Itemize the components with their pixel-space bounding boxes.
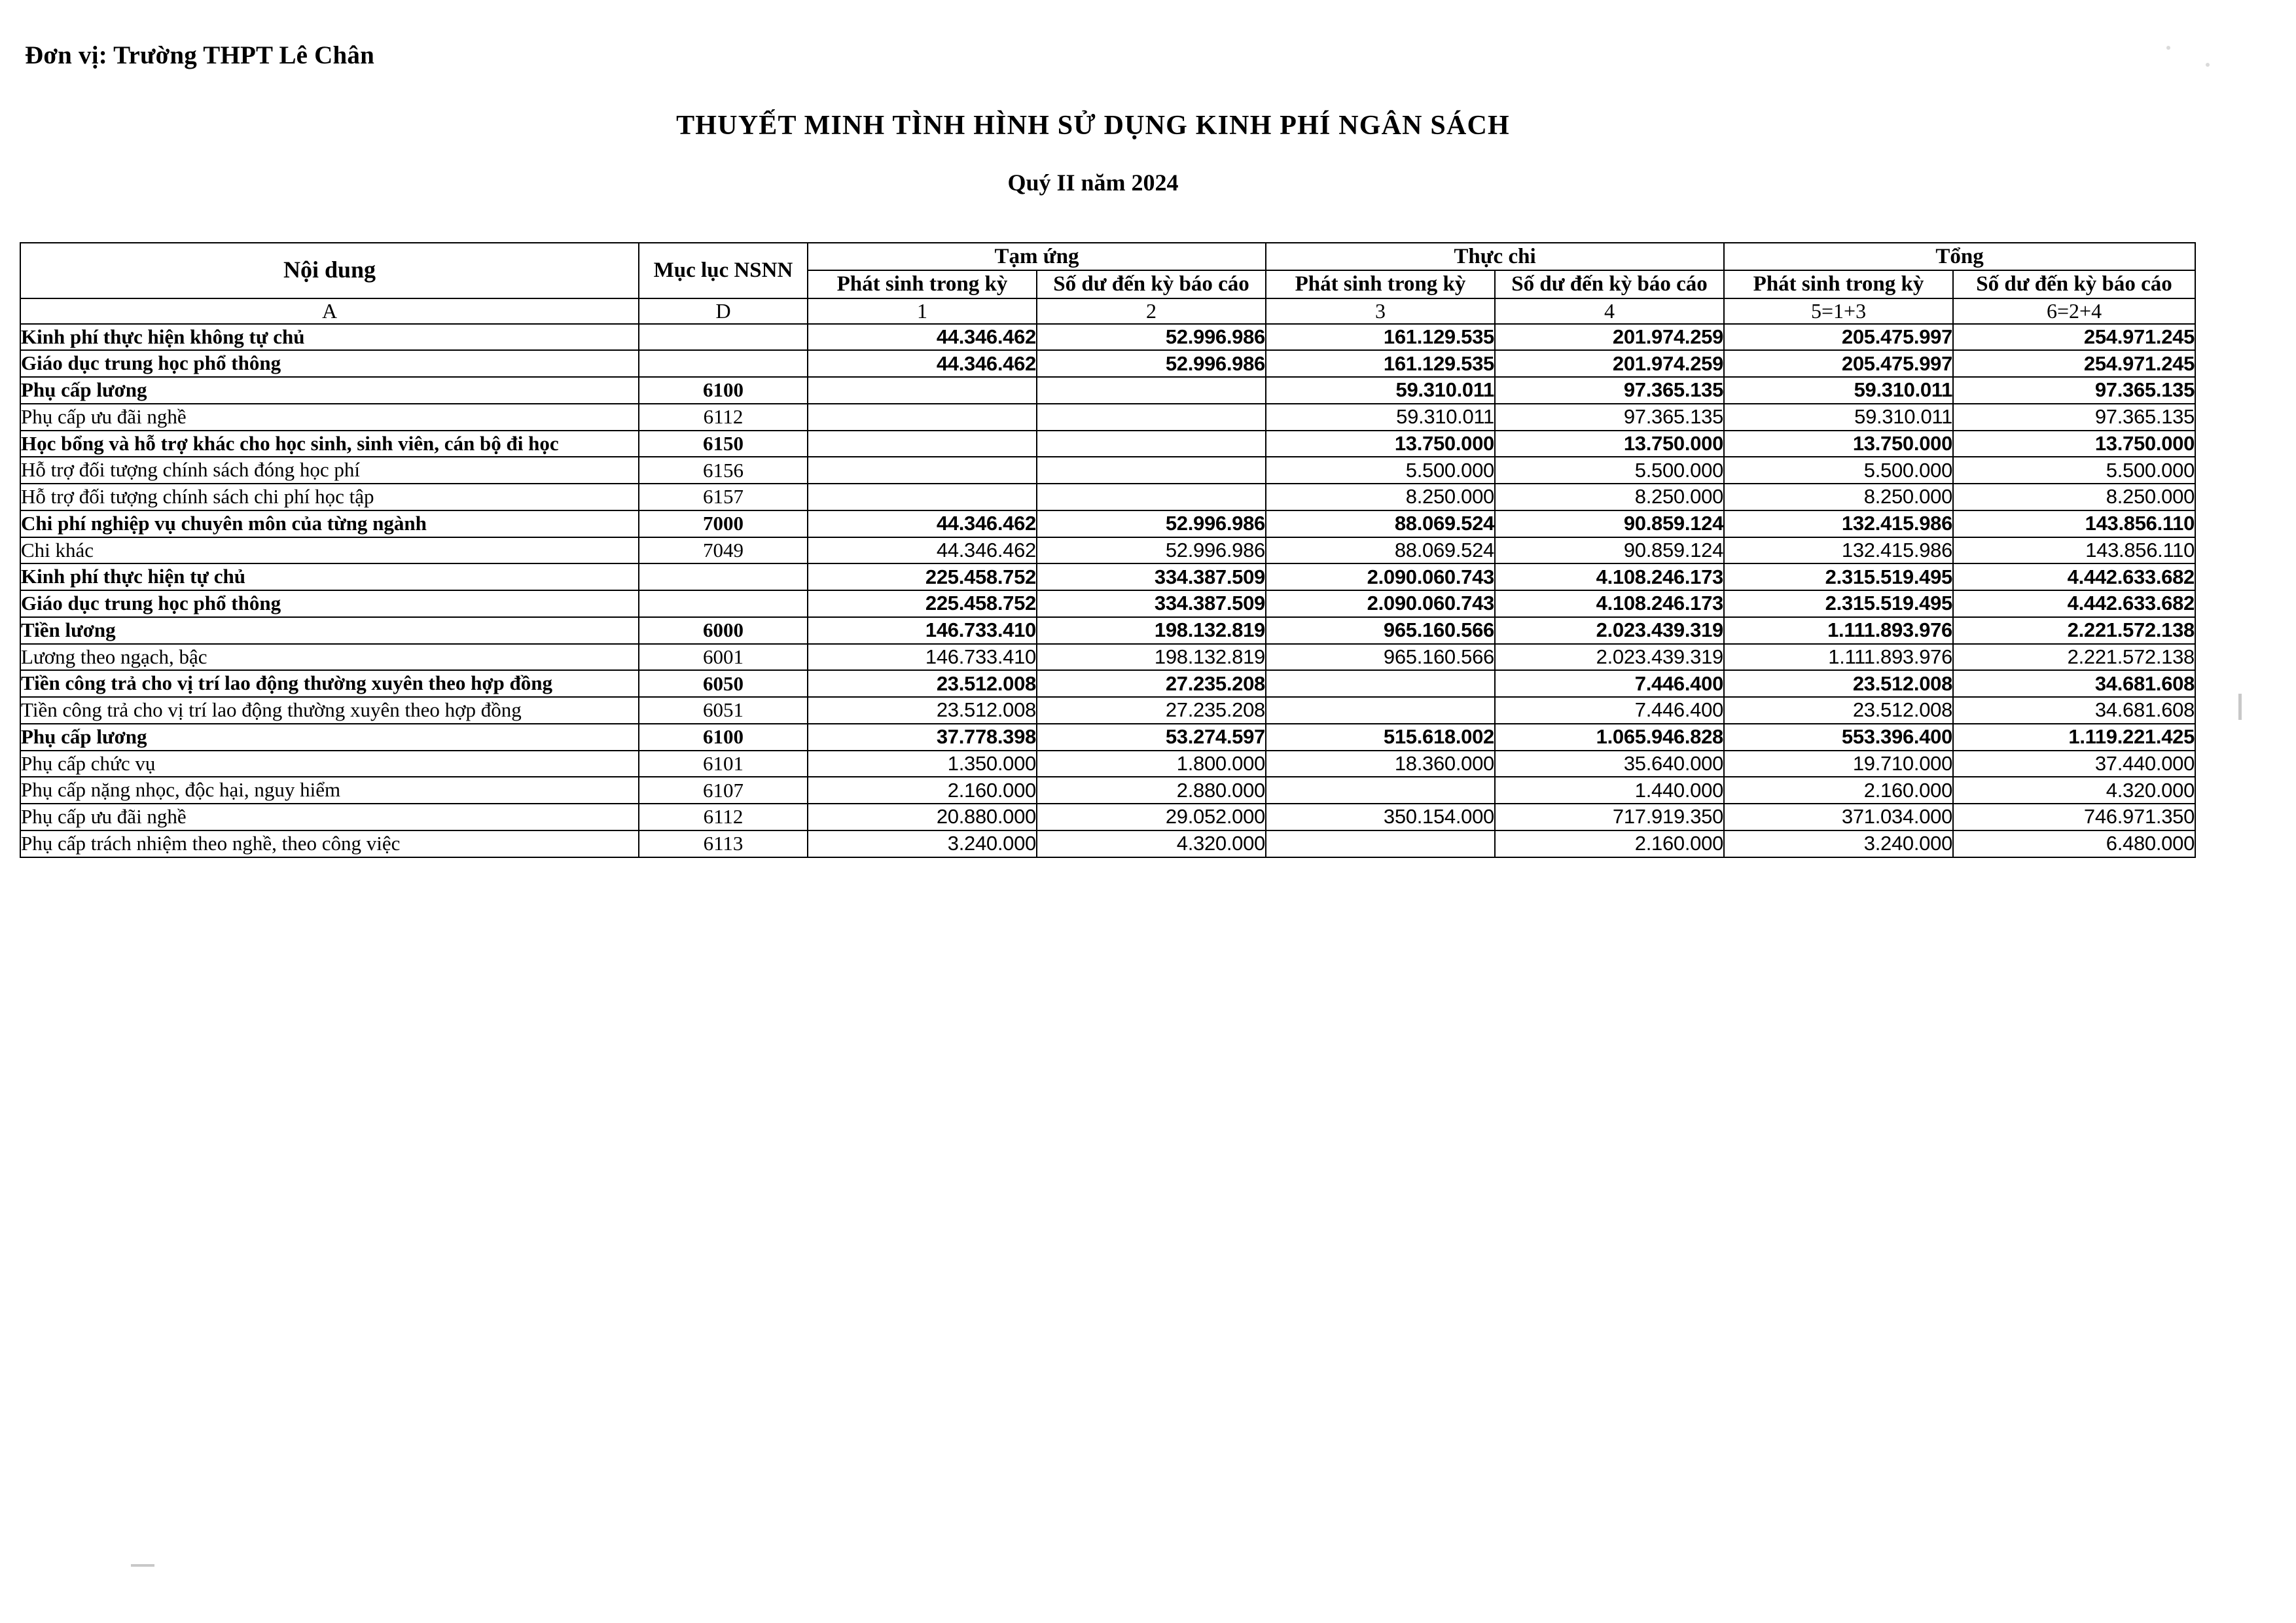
row-value-6: 6.480.000 xyxy=(1953,830,2195,857)
row-value-3: 88.069.524 xyxy=(1266,510,1495,537)
row-nsnn-code xyxy=(639,563,808,590)
row-label: Phụ cấp lương xyxy=(20,724,639,751)
row-value-3: 5.500.000 xyxy=(1266,457,1495,484)
row-value-4: 4.108.246.173 xyxy=(1495,563,1724,590)
colcode-a: A xyxy=(20,298,639,324)
row-value-1: 1.350.000 xyxy=(808,751,1037,777)
table-row xyxy=(20,510,2195,537)
row-nsnn-code xyxy=(639,590,808,617)
table-row xyxy=(20,590,2195,617)
row-value-4: 8.250.000 xyxy=(1495,484,1724,510)
row-value-3 xyxy=(1266,697,1495,724)
row-value-2 xyxy=(1037,404,1266,431)
row-value-5: 1.111.893.976 xyxy=(1724,644,1953,671)
row-label: Phụ cấp lương xyxy=(20,377,639,404)
table-row xyxy=(20,724,2195,751)
row-value-2: 334.387.509 xyxy=(1037,590,1266,617)
row-value-5: 5.500.000 xyxy=(1724,457,1953,484)
row-label: Hỗ trợ đối tượng chính sách đóng học phí xyxy=(20,457,639,484)
row-value-1: 44.346.462 xyxy=(808,350,1037,377)
row-value-3: 8.250.000 xyxy=(1266,484,1495,510)
row-value-3: 350.154.000 xyxy=(1266,804,1495,830)
row-value-3: 13.750.000 xyxy=(1266,431,1495,457)
row-value-5: 371.034.000 xyxy=(1724,804,1953,830)
colcode-5: 5=1+3 xyxy=(1724,298,1953,324)
row-value-4: 4.108.246.173 xyxy=(1495,590,1724,617)
row-value-3: 161.129.535 xyxy=(1266,324,1495,351)
scan-speck xyxy=(2238,694,2242,720)
row-label: Chi khác xyxy=(20,537,639,564)
row-value-2: 27.235.208 xyxy=(1037,670,1266,697)
row-value-5: 132.415.986 xyxy=(1724,510,1953,537)
row-value-4: 1.065.946.828 xyxy=(1495,724,1724,751)
row-value-2: 2.880.000 xyxy=(1037,777,1266,804)
row-nsnn-code: 6107 xyxy=(639,777,808,804)
row-value-5: 59.310.011 xyxy=(1724,404,1953,431)
row-value-3: 965.160.566 xyxy=(1266,617,1495,644)
table-row xyxy=(20,484,2195,510)
row-value-1 xyxy=(808,431,1037,457)
row-value-6: 4.320.000 xyxy=(1953,777,2195,804)
row-value-4: 1.440.000 xyxy=(1495,777,1724,804)
row-value-4: 2.023.439.319 xyxy=(1495,617,1724,644)
row-label: Phụ cấp ưu đãi nghề xyxy=(20,404,639,431)
header-tong-sodu: Số dư đến kỳ báo cáo xyxy=(1953,270,2195,298)
scan-speck xyxy=(2166,46,2170,50)
row-value-5: 13.750.000 xyxy=(1724,431,1953,457)
row-label: Học bổng và hỗ trợ khác cho học sinh, sinh viên, cán bộ đi học xyxy=(20,431,639,457)
row-nsnn-code: 6101 xyxy=(639,751,808,777)
row-value-5: 2.160.000 xyxy=(1724,777,1953,804)
row-label: Chi phí nghiệp vụ chuyên môn của từng ngành xyxy=(20,510,639,537)
row-value-6: 746.971.350 xyxy=(1953,804,2195,830)
row-value-6: 254.971.245 xyxy=(1953,324,2195,351)
row-value-6: 2.221.572.138 xyxy=(1953,644,2195,671)
row-value-5: 132.415.986 xyxy=(1724,537,1953,564)
row-nsnn-code: 6156 xyxy=(639,457,808,484)
header-tong-phatsinh: Phát sinh trong kỳ xyxy=(1724,270,1953,298)
header-group-thuc-chi: Thực chi xyxy=(1266,243,1724,270)
row-value-1: 44.346.462 xyxy=(808,537,1037,564)
row-value-2 xyxy=(1037,377,1266,404)
row-label: Phụ cấp chức vụ xyxy=(20,751,639,777)
row-value-1: 146.733.410 xyxy=(808,644,1037,671)
row-value-5: 2.315.519.495 xyxy=(1724,590,1953,617)
row-value-2 xyxy=(1037,457,1266,484)
row-value-5: 8.250.000 xyxy=(1724,484,1953,510)
row-nsnn-code: 6100 xyxy=(639,724,808,751)
row-value-6: 97.365.135 xyxy=(1953,377,2195,404)
row-value-2: 4.320.000 xyxy=(1037,830,1266,857)
header-tamung-sodu: Số dư đến kỳ báo cáo xyxy=(1037,270,1266,298)
row-nsnn-code xyxy=(639,324,808,351)
row-value-5: 3.240.000 xyxy=(1724,830,1953,857)
row-value-3 xyxy=(1266,777,1495,804)
row-value-4: 717.919.350 xyxy=(1495,804,1724,830)
header-group-tam-ung: Tạm ứng xyxy=(808,243,1266,270)
row-value-5: 59.310.011 xyxy=(1724,377,1953,404)
row-value-3: 59.310.011 xyxy=(1266,377,1495,404)
row-value-6: 34.681.608 xyxy=(1953,670,2195,697)
budget-table xyxy=(20,242,2196,858)
row-label: Kinh phí thực hiện không tự chủ xyxy=(20,324,639,351)
row-value-6: 8.250.000 xyxy=(1953,484,2195,510)
header-tamung-phatsinh: Phát sinh trong kỳ xyxy=(808,270,1037,298)
row-label: Phụ cấp nặng nhọc, độc hại, nguy hiểm xyxy=(20,777,639,804)
row-nsnn-code: 6100 xyxy=(639,377,808,404)
row-nsnn-code: 6113 xyxy=(639,830,808,857)
row-value-5: 205.475.997 xyxy=(1724,350,1953,377)
row-value-4: 201.974.259 xyxy=(1495,350,1724,377)
row-value-2: 1.800.000 xyxy=(1037,751,1266,777)
row-value-3: 88.069.524 xyxy=(1266,537,1495,564)
table-row xyxy=(20,617,2195,644)
table-row xyxy=(20,670,2195,697)
row-value-6: 97.365.135 xyxy=(1953,404,2195,431)
row-label: Kinh phí thực hiện tự chủ xyxy=(20,563,639,590)
row-value-2: 198.132.819 xyxy=(1037,644,1266,671)
row-value-6: 13.750.000 xyxy=(1953,431,2195,457)
row-nsnn-code: 6150 xyxy=(639,431,808,457)
row-value-5: 1.111.893.976 xyxy=(1724,617,1953,644)
row-value-1: 23.512.008 xyxy=(808,697,1037,724)
table-row xyxy=(20,804,2195,830)
row-value-1: 23.512.008 xyxy=(808,670,1037,697)
table-row xyxy=(20,777,2195,804)
page-subtitle: Quý II năm 2024 xyxy=(1007,169,1179,196)
table-row xyxy=(20,324,2195,351)
table-row xyxy=(20,457,2195,484)
row-value-5: 23.512.008 xyxy=(1724,670,1953,697)
row-label: Lương theo ngạch, bậc xyxy=(20,644,639,671)
colcode-3: 3 xyxy=(1266,298,1495,324)
row-label: Tiền lương xyxy=(20,617,639,644)
row-value-3 xyxy=(1266,830,1495,857)
row-value-4: 2.023.439.319 xyxy=(1495,644,1724,671)
row-nsnn-code xyxy=(639,350,808,377)
colcode-d: D xyxy=(639,298,808,324)
header-thucchi-phatsinh: Phát sinh trong kỳ xyxy=(1266,270,1495,298)
colcode-6: 6=2+4 xyxy=(1953,298,2195,324)
row-value-1 xyxy=(808,377,1037,404)
row-value-6: 1.119.221.425 xyxy=(1953,724,2195,751)
row-nsnn-code: 6001 xyxy=(639,644,808,671)
row-value-3: 515.618.002 xyxy=(1266,724,1495,751)
budget-table-body xyxy=(20,324,2195,857)
row-value-6: 254.971.245 xyxy=(1953,350,2195,377)
row-value-1 xyxy=(808,484,1037,510)
table-row xyxy=(20,404,2195,431)
row-value-2: 29.052.000 xyxy=(1037,804,1266,830)
row-value-5: 553.396.400 xyxy=(1724,724,1953,751)
table-row xyxy=(20,830,2195,857)
row-label: Phụ cấp trách nhiệm theo nghề, theo công việc xyxy=(20,830,639,857)
row-value-1: 225.458.752 xyxy=(808,590,1037,617)
row-value-2: 53.274.597 xyxy=(1037,724,1266,751)
row-value-1: 2.160.000 xyxy=(808,777,1037,804)
row-value-6: 143.856.110 xyxy=(1953,537,2195,564)
row-value-5: 2.315.519.495 xyxy=(1724,563,1953,590)
row-value-3: 59.310.011 xyxy=(1266,404,1495,431)
scan-speck xyxy=(2206,63,2210,67)
row-value-2 xyxy=(1037,484,1266,510)
row-value-2: 27.235.208 xyxy=(1037,697,1266,724)
row-value-6: 2.221.572.138 xyxy=(1953,617,2195,644)
row-value-4: 97.365.135 xyxy=(1495,377,1724,404)
row-value-1 xyxy=(808,404,1037,431)
row-value-1: 3.240.000 xyxy=(808,830,1037,857)
row-value-2: 52.996.986 xyxy=(1037,350,1266,377)
row-label: Tiền công trả cho vị trí lao động thường xuyên theo hợp đồng xyxy=(20,670,639,697)
row-nsnn-code: 6112 xyxy=(639,404,808,431)
row-label: Giáo dục trung học phổ thông xyxy=(20,590,639,617)
row-value-4: 2.160.000 xyxy=(1495,830,1724,857)
row-value-6: 37.440.000 xyxy=(1953,751,2195,777)
row-value-3 xyxy=(1266,670,1495,697)
header-thucchi-sodu: Số dư đến kỳ báo cáo xyxy=(1495,270,1724,298)
header-group-tong: Tổng xyxy=(1724,243,2195,270)
row-nsnn-code: 7049 xyxy=(639,537,808,564)
row-value-4: 201.974.259 xyxy=(1495,324,1724,351)
row-value-1: 44.346.462 xyxy=(808,510,1037,537)
row-value-6: 4.442.633.682 xyxy=(1953,563,2195,590)
row-value-3: 18.360.000 xyxy=(1266,751,1495,777)
row-value-4: 13.750.000 xyxy=(1495,431,1724,457)
row-nsnn-code: 6157 xyxy=(639,484,808,510)
row-nsnn-code: 6112 xyxy=(639,804,808,830)
table-row xyxy=(20,697,2195,724)
row-value-1 xyxy=(808,457,1037,484)
row-value-1: 146.733.410 xyxy=(808,617,1037,644)
scan-speck xyxy=(131,1564,154,1567)
row-value-1: 37.778.398 xyxy=(808,724,1037,751)
row-value-5: 23.512.008 xyxy=(1724,697,1953,724)
row-nsnn-code: 6000 xyxy=(639,617,808,644)
header-muc-luc-nsnn: Mục lục NSNN xyxy=(639,243,808,298)
row-value-2: 334.387.509 xyxy=(1037,563,1266,590)
colcode-1: 1 xyxy=(808,298,1037,324)
row-value-3: 2.090.060.743 xyxy=(1266,563,1495,590)
row-value-6: 34.681.608 xyxy=(1953,697,2195,724)
table-header-row-groups xyxy=(20,243,2195,270)
table-row xyxy=(20,537,2195,564)
row-value-2: 52.996.986 xyxy=(1037,510,1266,537)
budget-table-container xyxy=(20,242,2195,858)
row-label: Hỗ trợ đối tượng chính sách chi phí học tập xyxy=(20,484,639,510)
table-row xyxy=(20,563,2195,590)
row-value-2: 52.996.986 xyxy=(1037,324,1266,351)
row-value-6: 5.500.000 xyxy=(1953,457,2195,484)
row-value-5: 19.710.000 xyxy=(1724,751,1953,777)
row-value-2 xyxy=(1037,431,1266,457)
row-value-4: 5.500.000 xyxy=(1495,457,1724,484)
row-value-3: 965.160.566 xyxy=(1266,644,1495,671)
row-value-4: 97.365.135 xyxy=(1495,404,1724,431)
table-row xyxy=(20,377,2195,404)
row-value-4: 7.446.400 xyxy=(1495,670,1724,697)
row-value-1: 44.346.462 xyxy=(808,324,1037,351)
row-value-4: 90.859.124 xyxy=(1495,537,1724,564)
row-nsnn-code: 6050 xyxy=(639,670,808,697)
row-nsnn-code: 7000 xyxy=(639,510,808,537)
row-value-4: 90.859.124 xyxy=(1495,510,1724,537)
row-label: Tiền công trả cho vị trí lao động thường xuyên theo hợp đồng xyxy=(20,697,639,724)
row-value-6: 4.442.633.682 xyxy=(1953,590,2195,617)
row-label: Phụ cấp ưu đãi nghề xyxy=(20,804,639,830)
table-row xyxy=(20,350,2195,377)
table-row xyxy=(20,751,2195,777)
colcode-4: 4 xyxy=(1495,298,1724,324)
row-label: Giáo dục trung học phổ thông xyxy=(20,350,639,377)
row-value-3: 161.129.535 xyxy=(1266,350,1495,377)
colcode-2: 2 xyxy=(1037,298,1266,324)
row-value-6: 143.856.110 xyxy=(1953,510,2195,537)
header-noi-dung: Nội dung xyxy=(20,243,639,298)
table-row xyxy=(20,644,2195,671)
page-title: THUYẾT MINH TÌNH HÌNH SỬ DỤNG KINH PHÍ NGÂN SÁCH xyxy=(676,111,1510,141)
table-column-code-row xyxy=(20,298,2195,324)
row-value-5: 205.475.997 xyxy=(1724,324,1953,351)
row-value-2: 52.996.986 xyxy=(1037,537,1266,564)
row-value-1: 225.458.752 xyxy=(808,563,1037,590)
row-value-4: 7.446.400 xyxy=(1495,697,1724,724)
table-row xyxy=(20,431,2195,457)
row-nsnn-code: 6051 xyxy=(639,697,808,724)
row-value-3: 2.090.060.743 xyxy=(1266,590,1495,617)
organization-label: Đơn vị: Trường THPT Lê Chân xyxy=(25,41,374,69)
row-value-2: 198.132.819 xyxy=(1037,617,1266,644)
row-value-1: 20.880.000 xyxy=(808,804,1037,830)
row-value-4: 35.640.000 xyxy=(1495,751,1724,777)
